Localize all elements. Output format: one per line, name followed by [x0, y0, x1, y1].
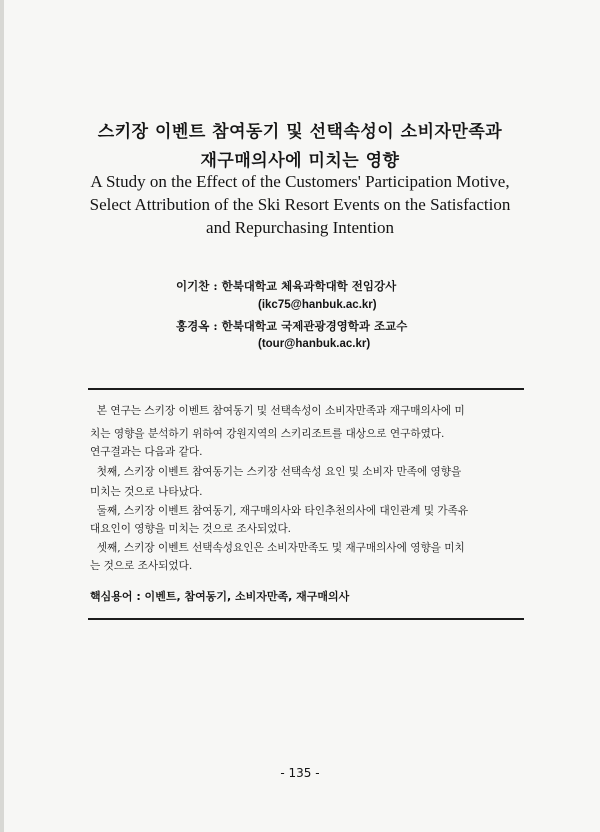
- title-english-line-3: and Repurchasing Intention: [206, 218, 394, 237]
- title-english-line-1: A Study on the Effect of the Customers' Participation Motive,: [90, 172, 510, 191]
- page-number: - 135 -: [280, 766, 320, 780]
- author-1-affiliation: 이기찬 : 한북대학교 체육과학대학 전임강사: [176, 279, 397, 293]
- keywords: 핵심용어 : 이벤트, 참여동기, 소비자만족, 재구매의사: [90, 590, 350, 603]
- author-1-email: (ikc75@hanbuk.ac.kr): [258, 299, 377, 311]
- author-2-email: (tour@hanbuk.ac.kr): [258, 338, 371, 350]
- abstract-line: 미치는 것으로 나타났다.: [90, 486, 203, 498]
- abstract-line: 본 연구는 스키장 이벤트 참여동기 및 선택속성이 소비자만족과 재구매의사에 미: [90, 405, 465, 417]
- abstract-top-rule: [88, 388, 524, 390]
- abstract-bottom-rule: [88, 618, 524, 620]
- abstract-line: 셋째, 스키장 이벤트 선택속성요인은 소비자만족도 및 재구매의사에 영향을 미치: [90, 542, 465, 554]
- abstract-line: 는 것으로 조사되었다.: [90, 560, 193, 572]
- title-korean-line-1: 스키장 이벤트 참여동기 및 선택속성이 소비자만족과: [97, 122, 503, 142]
- abstract-line: 치는 영향을 분석하기 위하여 강원지역의 스키리조트를 대상으로 연구하였다.: [90, 428, 445, 440]
- author-2-affiliation: 홍경옥 : 한북대학교 국제관광경영학과 조교수: [176, 319, 408, 333]
- abstract-line: 대요인이 영향을 미치는 것으로 조사되었다.: [90, 523, 292, 535]
- abstract-line: 첫째, 스키장 이벤트 참여동기는 스키장 선택속성 요인 및 소비자 만족에 영향을: [90, 466, 462, 478]
- abstract-line: 둘째, 스키장 이벤트 참여동기, 재구매의사와 타인추천의사에 대인관계 및 가족유: [90, 505, 469, 517]
- title-english-line-2: Select Attribution of the Ski Resort Events on the Satisfaction: [89, 195, 511, 214]
- title-korean-line-2: 재구매의사에 미치는 영향: [200, 151, 400, 171]
- abstract-line: 연구결과는 다음과 같다.: [90, 446, 203, 458]
